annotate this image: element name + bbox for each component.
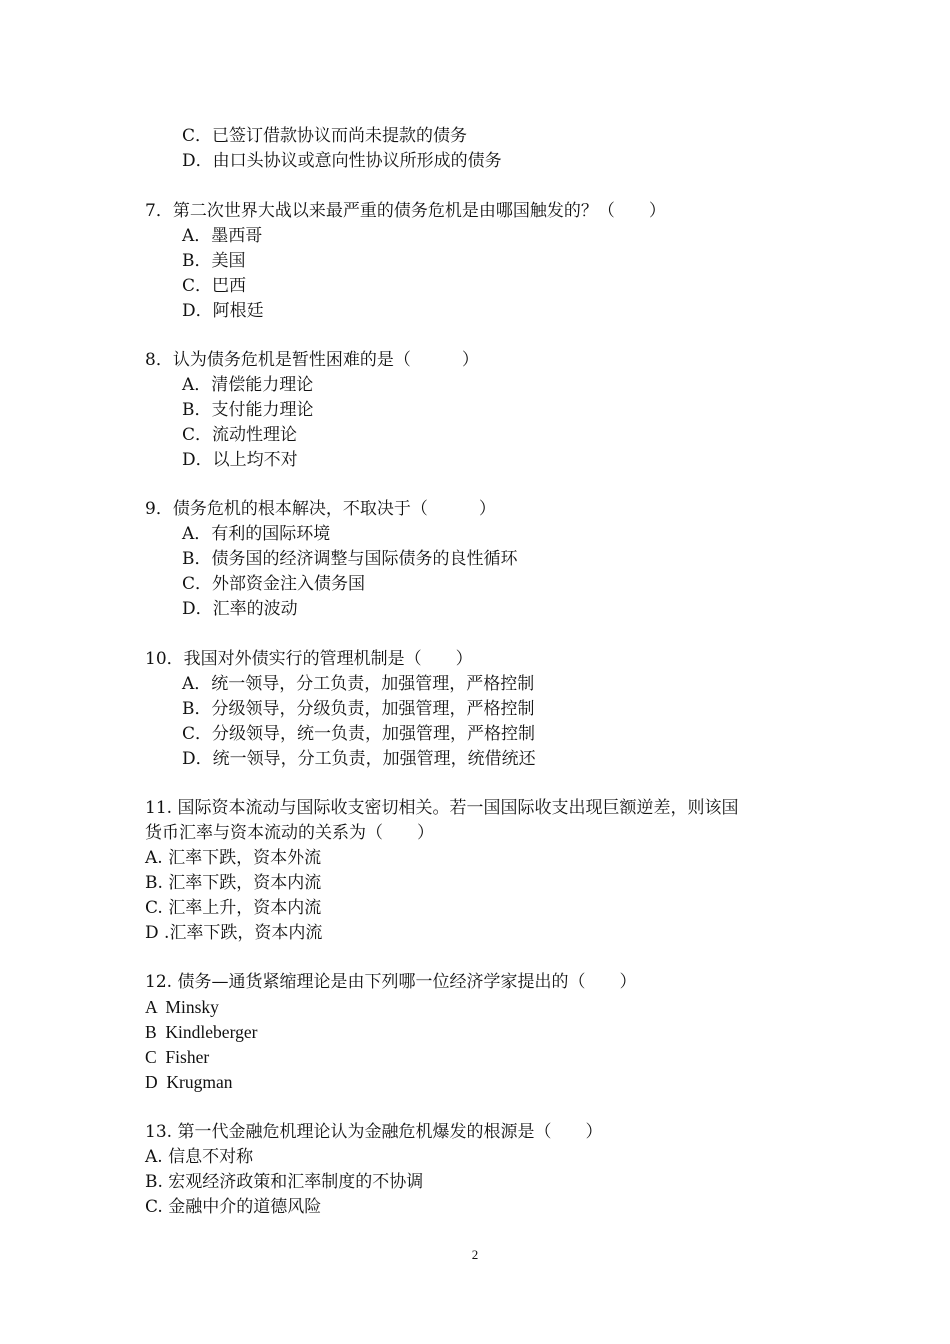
- option-c: C．已签订借款协议而尚未提款的债务: [182, 126, 468, 146]
- option-d: D．由口头协议或意向性协议所形成的债务: [182, 151, 502, 171]
- question-12-stem: 12. 债务—通货紧缩理论是由下列哪一位经济学家提出的（ ）: [145, 972, 637, 992]
- question-11-stem-line-2: 货币汇率与资本流动的关系为（ ）: [145, 823, 434, 843]
- question-10-option-d: D．统一领导，分工负责，加强管理，统借统还: [182, 749, 536, 769]
- question-13-option-b: B. 宏观经济政策和汇率制度的不协调: [145, 1172, 424, 1192]
- question-13-option-a: A. 信息不对称: [145, 1147, 254, 1167]
- question-13-option-c: C. 金融中介的道德风险: [145, 1197, 322, 1217]
- question-7-option-a: A．墨西哥: [182, 226, 263, 246]
- question-9-option-c: C．外部资金注入债务国: [182, 574, 366, 594]
- question-7-stem: 7．第二次世界大战以来最严重的债务危机是由哪国触发的？（ ）: [145, 201, 666, 221]
- question-11-option-b: B. 汇率下跌，资本内流: [145, 873, 322, 893]
- question-10-option-b: B．分级领导，分级负责，加强管理，严格控制: [182, 699, 535, 719]
- question-11-option-a: A. 汇率下跌，资本外流: [145, 848, 322, 868]
- question-9-stem: 9．债务危机的根本解决，不取决于（ ）: [145, 499, 496, 519]
- question-8-option-a: A．清偿能力理论: [182, 375, 314, 395]
- question-10-option-a: A．统一领导，分工负责，加强管理，严格控制: [182, 674, 535, 694]
- question-13-stem: 13. 第一代金融危机理论认为金融危机爆发的根源是（ ）: [145, 1122, 603, 1142]
- question-7-option-b: B．美国: [182, 251, 246, 271]
- question-12-option-b: B Kindleberger: [145, 1022, 258, 1042]
- question-12-option-c: C Fisher: [145, 1047, 210, 1067]
- question-8-option-d: D．以上均不对: [182, 450, 298, 470]
- question-10-stem: 10．我国对外债实行的管理机制是（ ）: [145, 649, 473, 669]
- page-number: 2: [471, 1247, 479, 1262]
- question-12-option-a: A Minsky: [145, 997, 219, 1017]
- question-9-option-b: B．债务国的经济调整与国际债务的良性循环: [182, 549, 518, 569]
- question-9-option-a: A．有利的国际环境: [182, 524, 331, 544]
- question-7-option-d: D．阿根廷: [182, 301, 264, 321]
- question-10-option-c: C．分级领导，统一负责，加强管理，严格控制: [182, 724, 536, 744]
- question-11-stem-line-1: 11. 国际资本流动与国际收支密切相关。若一国国际收支出现巨额逆差，则该国: [145, 798, 739, 818]
- question-8-option-b: B．支付能力理论: [182, 400, 314, 420]
- question-11-option-d: D .汇率下跌，资本内流: [145, 923, 323, 943]
- question-9-option-d: D．汇率的波动: [182, 599, 298, 619]
- question-12-option-d: D Krugman: [145, 1072, 233, 1092]
- question-8-option-c: C．流动性理论: [182, 425, 298, 445]
- question-7-option-c: C．巴西: [182, 276, 247, 296]
- question-8-stem: 8．认为债务危机是暂性困难的是（ ）: [145, 350, 479, 370]
- question-11-option-c: C. 汇率上升，资本内流: [145, 898, 322, 918]
